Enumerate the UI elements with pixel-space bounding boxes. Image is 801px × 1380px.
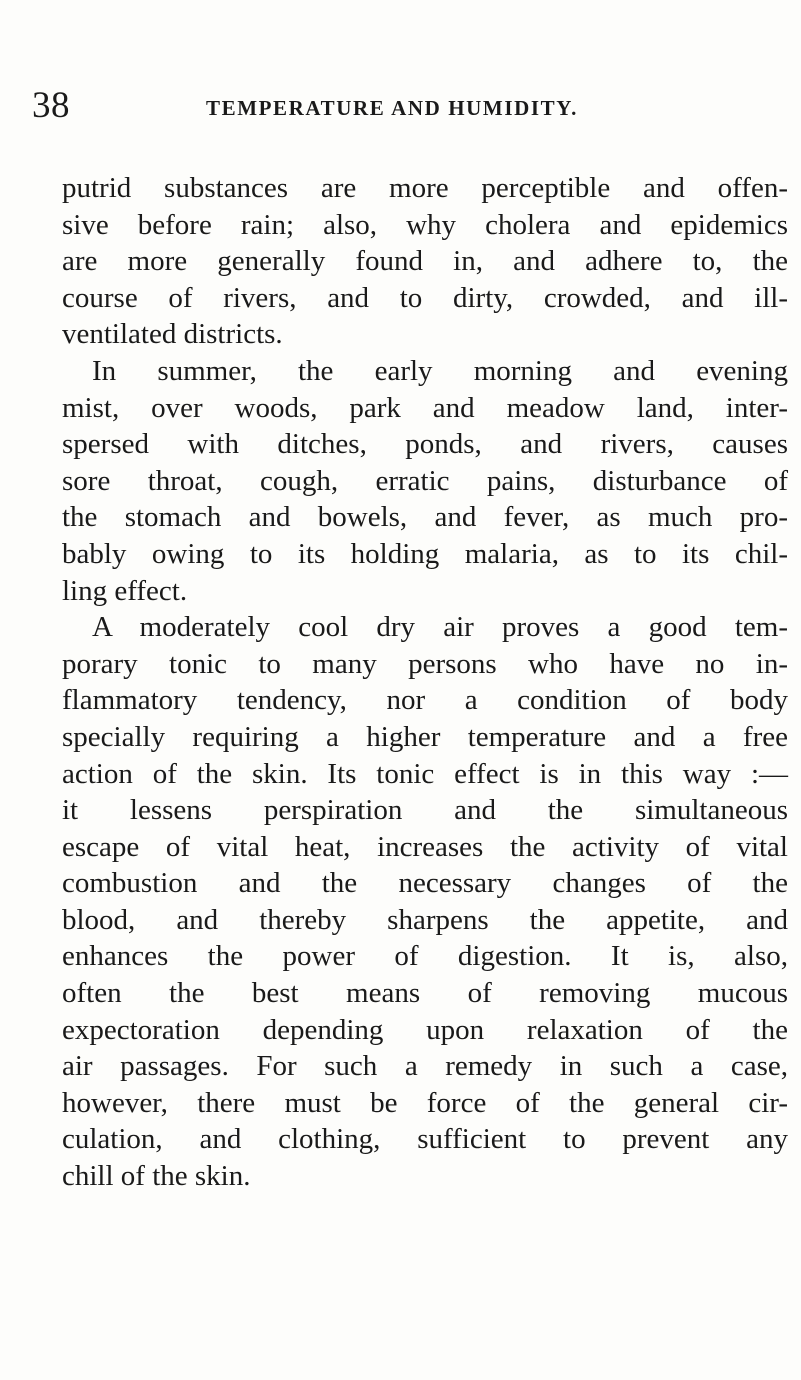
text-line: putrid substances are more perceptible and offen- [62, 172, 788, 204]
text-line: ventilated districts. [62, 318, 283, 351]
text-line: chill of the skin. [62, 1160, 251, 1193]
text-line: air passages. For such a remedy in such a case, [62, 1050, 788, 1083]
text-line: enhances the power of digestion. It is, also, [62, 940, 788, 973]
text-line: culation, and clothing, sufficient to prevent any [62, 1123, 788, 1156]
text-line: A moderately cool dry air proves a good tem- [92, 611, 788, 644]
text-line: however, there must be force of the general cir- [62, 1086, 788, 1119]
text-line: are more generally found in, and adhere to, the [62, 245, 788, 278]
text-line: escape of vital heat, increases the activity of vital [62, 830, 788, 863]
text-line: combustion and the necessary changes of the [62, 867, 788, 900]
text-line: blood, and thereby sharpens the appetite, and [62, 903, 788, 936]
page-number: 38 [32, 85, 70, 126]
body-text [62, 170, 788, 1195]
text-line: bably owing to its holding malaria, as to its chil- [62, 537, 788, 570]
text-line: often the best means of removing mucous [62, 977, 788, 1010]
running-title: TEMPERATURE AND HUMIDITY. [206, 96, 578, 120]
text-line: the stomach and bowels, and fever, as much pro- [62, 501, 788, 534]
running-head [32, 86, 772, 126]
text-line: mist, over woods, park and meadow land, inter- [62, 391, 788, 424]
text-line: action of the skin. Its tonic effect is in this way :— [62, 757, 788, 790]
text-line: flammatory tendency, nor a condition of body [62, 684, 788, 717]
text-line: ling effect. [62, 574, 188, 607]
text-line: sive before rain; also, why cholera and epidemics [62, 208, 788, 241]
text-line: porary tonic to many persons who have no in- [62, 647, 788, 680]
text-line: spersed with ditches, ponds, and rivers, causes [62, 428, 788, 461]
text-line: course of rivers, and to dirty, crowded, and ill- [62, 281, 788, 314]
text-line: expectoration depending upon relaxation of the [62, 1013, 788, 1046]
text-line: In summer, the early morning and evening [92, 354, 788, 387]
text-line: it lessens perspiration and the simultaneous [62, 794, 788, 827]
text-line: sore throat, cough, erratic pains, disturbance of [62, 464, 788, 497]
text-line: specially requiring a higher temperature and a free [62, 720, 788, 753]
